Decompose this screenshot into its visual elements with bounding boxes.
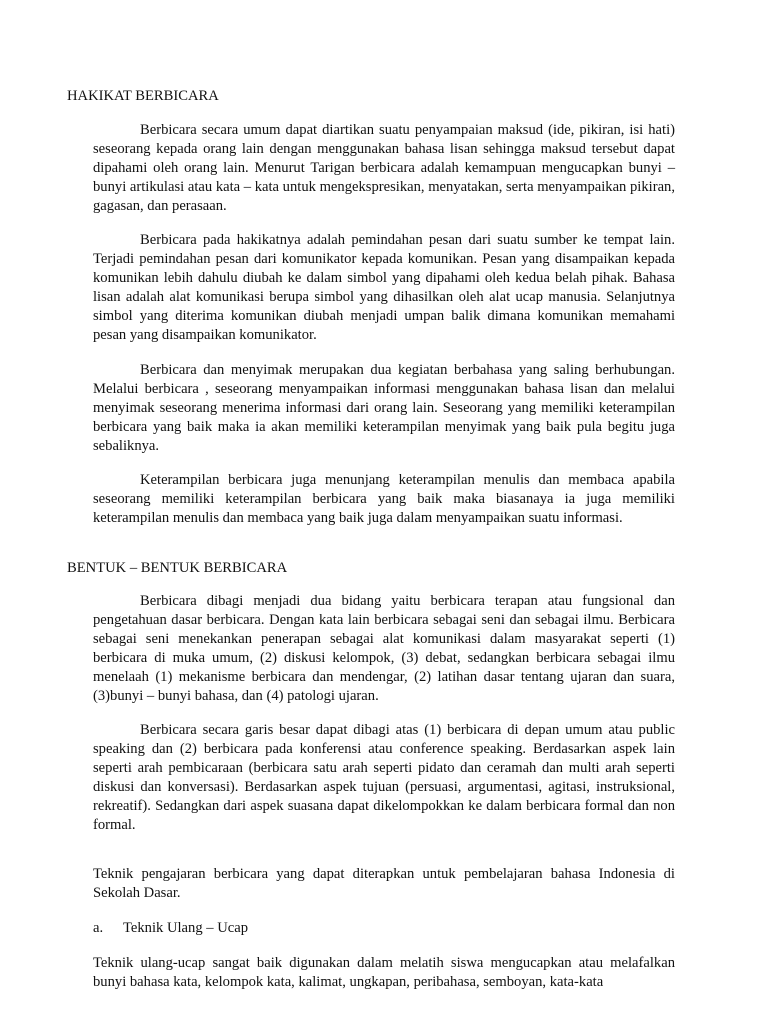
paragraph-teknik-ulang-ucap: Teknik ulang-ucap sangat baik digunakan dalam melatih siswa mengucapkan atau melafalkan bunyi bahasa kata, kelompok kata, kalimat, ungkapan, peribahasa, semboyan, kata-kata <box>93 954 675 990</box>
list-marker: a. <box>93 919 104 936</box>
document-body <box>67 87 675 991</box>
paragraph-message-transfer: Berbicara pada hakikatnya adalah pemindahan pesan dari suatu sumber ke tempat lain. Terjadi pemindahan pesan dari komunikator kepada komunikan. Pesan yang disampaikan kepada komunikan lebih dahulu diubah ke dalam simbol yang dipahami oleh kedua belah pihak. Bahasa lisan adalah alat komunikasi berupa simbol yang dihasilkan oleh alat ucap manusia. Selanjutnya simbol yang diterima komunikan diubah menjadi umpan balik dimana komunikan memahami pesan yang disampaikan komunikator. <box>93 232 675 343</box>
paragraph-technique-intro: Teknik pengajaran berbicara yang dapat diterapkan untuk pembelajaran bahasa Indonesia di Sekolah Dasar. <box>93 865 675 901</box>
paragraph-writing-reading: Keterampilan berbicara juga menunjang keterampilan menulis dan membaca apabila seseorang memiliki keterampilan berbicara yang baik maka biasanaya ia juga memiliki keterampilan menulis dan membaca yang baik juga dalam menyampaikan suatu informasi. <box>93 472 675 527</box>
paragraph-definition: Berbicara secara umum dapat diartikan suatu penyampaian maksud (ide, pikiran, isi hati) seseorang kepada orang lain dengan menggunakan bahasa lisan sehingga maksud tersebut dapat dipahami oleh orang lain. Menurut Tarigan berbicara adalah kemampuan mengucapkan bunyi – bunyi artikulasi atau kata – kata untuk mengekspresikan, menyatakan, serta menyampaikan pikiran, gagasan, dan perasaan. <box>93 121 675 214</box>
paragraph-two-fields: Berbicara dibagi menjadi dua bidang yaitu berbicara terapan atau fungsional dan pengetahuan dasar berbicara. Dengan kata lain berbicara sebagai seni dan sebagai ilmu. Berbicara sebagai seni menekankan penerapan sebagai alat komunikasi dalam masyarakat seperti (1) berbicara di muka umum, (2) diskusi kelompok, (3) debat, sedangkan berbicara sebagai ilmu menelaah (1) mekanisme berbicara dan mendengar, (2) latihan dasar tentang ujaran dan suara, (3)bunyi – bunyi bahasa, dan (4) patologi ujaran. <box>93 593 675 704</box>
list-item-title: Teknik Ulang – Ucap <box>123 919 249 936</box>
paragraph-speaking-listening: Berbicara dan menyimak merupakan dua kegiatan berbahasa yang saling berhubungan. Melalui berbicara , seseorang menyampaikan informasi menggunakan bahasa lisan dan melalui menyimak seseorang menerima informasi dari orang lain. Seseorang yang memiliki keterampilan berbicara yang baik maka ia akan memiliki keterampilan menyimak yang baik pula begitu juga sebaliknya. <box>93 361 675 454</box>
heading-bentuk-berbicara: BENTUK – BENTUK BERBICARA <box>67 560 288 577</box>
list-item-teknik-ulang-ucap <box>93 919 675 938</box>
paragraph-categories: Berbicara secara garis besar dapat dibagi atas (1) berbicara di depan umum atau public speaking dan (2) berbicara pada konferensi atau conference speaking. Berdasarkan aspek lain seperti arah pembicaraan (berbicara satu arah seperti pidato dan ceramah dan multi arah seperti diskusi dan konversasi). Berdasarkan aspek tujuan (persuasi, argumentasi, agitasi, instruksional, rekreatif). Sedangkan dari aspek suasana dapat dikelompokkan ke dalam berbicara formal dan non formal. <box>93 722 675 833</box>
heading-hakikat-berbicara: HAKIKAT BERBICARA <box>67 88 219 104</box>
